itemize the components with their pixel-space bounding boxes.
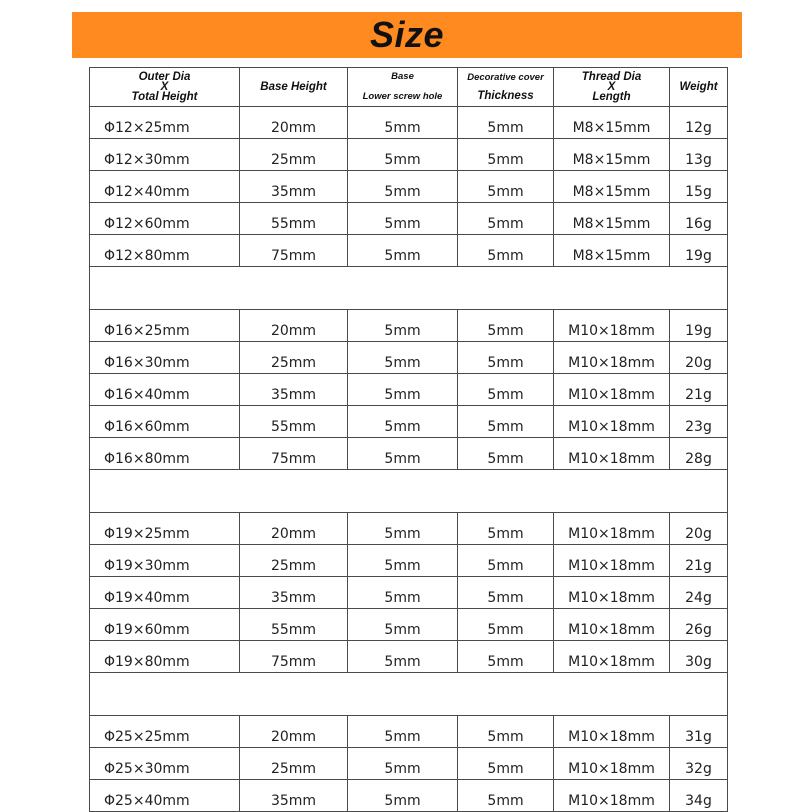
table-row [90, 438, 728, 470]
base-hole-cell: 5mm [348, 235, 458, 267]
base-hole-cell: 5mm [348, 107, 458, 139]
header-outer-dia [90, 68, 240, 107]
cover-thickness-cell: 5mm [458, 310, 554, 342]
thread-cell: M10×18mm [554, 748, 670, 780]
base-height-cell: 25mm [240, 342, 348, 374]
outer-dia-cell: Φ19×30mm [90, 545, 240, 577]
cover-thickness-cell: 5mm [458, 513, 554, 545]
base-hole-cell: 5mm [348, 748, 458, 780]
base-height-cell: 55mm [240, 406, 348, 438]
weight-cell: 19g [670, 235, 728, 267]
thread-cell: M10×18mm [554, 641, 670, 673]
outer-dia-cell: Φ19×60mm [90, 609, 240, 641]
thread-cell: M10×18mm [554, 342, 670, 374]
base-height-cell: 20mm [240, 310, 348, 342]
header-base [348, 68, 458, 107]
base-hole-cell: 5mm [348, 406, 458, 438]
header-decorative-line2: Thickness [477, 90, 534, 102]
outer-dia-cell: Φ19×40mm [90, 577, 240, 609]
base-hole-cell: 5mm [348, 203, 458, 235]
cover-thickness-cell: 5mm [458, 641, 554, 673]
base-hole-cell: 5mm [348, 641, 458, 673]
thread-cell: M10×18mm [554, 310, 670, 342]
base-height-cell: 75mm [240, 235, 348, 267]
thread-cell: M10×18mm [554, 577, 670, 609]
thread-cell: M10×18mm [554, 716, 670, 748]
group-spacer-row [90, 470, 728, 513]
table-body [90, 107, 728, 812]
thread-cell: M10×18mm [554, 374, 670, 406]
group-spacer-row [90, 673, 728, 716]
outer-dia-cell: Φ16×30mm [90, 342, 240, 374]
base-hole-cell: 5mm [348, 513, 458, 545]
table-row [90, 406, 728, 438]
outer-dia-cell: Φ16×60mm [90, 406, 240, 438]
base-hole-cell: 5mm [348, 374, 458, 406]
weight-cell: 21g [670, 374, 728, 406]
cover-thickness-cell: 5mm [458, 235, 554, 267]
table-row [90, 513, 728, 545]
table-row [90, 577, 728, 609]
base-height-cell: 35mm [240, 577, 348, 609]
base-hole-cell: 5mm [348, 342, 458, 374]
base-hole-cell: 5mm [348, 438, 458, 470]
weight-cell: 26g [670, 609, 728, 641]
base-height-cell: 20mm [240, 107, 348, 139]
cover-thickness-cell: 5mm [458, 545, 554, 577]
cover-thickness-cell: 5mm [458, 780, 554, 812]
base-height-cell: 20mm [240, 716, 348, 748]
table-row [90, 107, 728, 139]
base-height-cell: 35mm [240, 171, 348, 203]
outer-dia-cell: Φ25×25mm [90, 716, 240, 748]
base-height-cell: 55mm [240, 203, 348, 235]
weight-cell: 13g [670, 139, 728, 171]
base-hole-cell: 5mm [348, 609, 458, 641]
weight-cell: 31g [670, 716, 728, 748]
thread-cell: M8×15mm [554, 235, 670, 267]
thread-cell: M8×15mm [554, 107, 670, 139]
table-row [90, 342, 728, 374]
table-row [90, 235, 728, 267]
header-thread-line3: Length [592, 91, 631, 103]
weight-cell: 30g [670, 641, 728, 673]
header-thread [554, 68, 670, 107]
outer-dia-cell: Φ12×80mm [90, 235, 240, 267]
table-row [90, 748, 728, 780]
outer-dia-cell: Φ19×80mm [90, 641, 240, 673]
thread-cell: M8×15mm [554, 171, 670, 203]
base-height-cell: 75mm [240, 641, 348, 673]
header-row [90, 68, 728, 107]
header-thread-line2: X [607, 81, 616, 93]
weight-cell: 24g [670, 577, 728, 609]
thread-cell: M10×18mm [554, 545, 670, 577]
weight-cell: 12g [670, 107, 728, 139]
cover-thickness-cell: 5mm [458, 203, 554, 235]
weight-cell: 32g [670, 748, 728, 780]
cover-thickness-cell: 5mm [458, 374, 554, 406]
header-base-height: Base Height [240, 68, 348, 107]
base-height-cell: 35mm [240, 374, 348, 406]
base-hole-cell: 5mm [348, 171, 458, 203]
base-height-cell: 75mm [240, 438, 348, 470]
header-outer-dia-line3: Total Height [131, 91, 198, 103]
thread-cell: M10×18mm [554, 609, 670, 641]
weight-cell: 20g [670, 342, 728, 374]
size-banner [72, 12, 742, 58]
cover-thickness-cell: 5mm [458, 171, 554, 203]
table-row [90, 609, 728, 641]
table-row [90, 545, 728, 577]
outer-dia-cell: Φ16×40mm [90, 374, 240, 406]
spacer-cell [90, 470, 728, 513]
base-hole-cell: 5mm [348, 780, 458, 812]
header-decorative-line1: Decorative cover [467, 72, 544, 83]
header-thread-line1: Thread Dia [581, 71, 642, 83]
cover-thickness-cell: 5mm [458, 609, 554, 641]
thread-cell: M8×15mm [554, 139, 670, 171]
base-hole-cell: 5mm [348, 716, 458, 748]
table-row [90, 374, 728, 406]
cover-thickness-cell: 5mm [458, 716, 554, 748]
header-outer-dia-line1: Outer Dia [138, 71, 191, 83]
spacer-cell [90, 673, 728, 716]
weight-cell: 19g [670, 310, 728, 342]
base-hole-cell: 5mm [348, 139, 458, 171]
size-table [89, 67, 728, 812]
outer-dia-cell: Φ25×40mm [90, 780, 240, 812]
thread-cell: M10×18mm [554, 438, 670, 470]
thread-cell: M8×15mm [554, 203, 670, 235]
table-row [90, 139, 728, 171]
base-height-cell: 35mm [240, 780, 348, 812]
header-base-line1: Base [391, 71, 414, 82]
header-decorative [458, 68, 554, 107]
thread-cell: M10×18mm [554, 513, 670, 545]
table-row [90, 716, 728, 748]
header-base-line2: Lower screw hole [362, 91, 443, 102]
cover-thickness-cell: 5mm [458, 748, 554, 780]
weight-cell: 15g [670, 171, 728, 203]
weight-cell: 23g [670, 406, 728, 438]
header-outer-dia-line2: X [160, 81, 169, 93]
thread-cell: M10×18mm [554, 406, 670, 438]
base-hole-cell: 5mm [348, 310, 458, 342]
weight-cell: 34g [670, 780, 728, 812]
spacer-cell [90, 267, 728, 310]
cover-thickness-cell: 5mm [458, 577, 554, 609]
weight-cell: 21g [670, 545, 728, 577]
base-hole-cell: 5mm [348, 545, 458, 577]
outer-dia-cell: Φ16×80mm [90, 438, 240, 470]
weight-cell: 28g [670, 438, 728, 470]
table-row [90, 641, 728, 673]
base-height-cell: 20mm [240, 513, 348, 545]
group-spacer-row [90, 267, 728, 310]
outer-dia-cell: Φ19×25mm [90, 513, 240, 545]
banner-title: Size [369, 14, 445, 55]
outer-dia-cell: Φ12×40mm [90, 171, 240, 203]
outer-dia-cell: Φ12×60mm [90, 203, 240, 235]
base-height-cell: 25mm [240, 139, 348, 171]
outer-dia-cell: Φ12×25mm [90, 107, 240, 139]
base-height-cell: 55mm [240, 609, 348, 641]
weight-cell: 16g [670, 203, 728, 235]
table-row [90, 171, 728, 203]
outer-dia-cell: Φ16×25mm [90, 310, 240, 342]
table-row [90, 203, 728, 235]
base-hole-cell: 5mm [348, 577, 458, 609]
table-row [90, 780, 728, 812]
outer-dia-cell: Φ25×30mm [90, 748, 240, 780]
base-height-cell: 25mm [240, 748, 348, 780]
cover-thickness-cell: 5mm [458, 438, 554, 470]
cover-thickness-cell: 5mm [458, 406, 554, 438]
weight-cell: 20g [670, 513, 728, 545]
cover-thickness-cell: 5mm [458, 139, 554, 171]
cover-thickness-cell: 5mm [458, 342, 554, 374]
base-height-cell: 25mm [240, 545, 348, 577]
header-weight: Weight [670, 68, 728, 107]
outer-dia-cell: Φ12×30mm [90, 139, 240, 171]
table-row [90, 310, 728, 342]
cover-thickness-cell: 5mm [458, 107, 554, 139]
thread-cell: M10×18mm [554, 780, 670, 812]
